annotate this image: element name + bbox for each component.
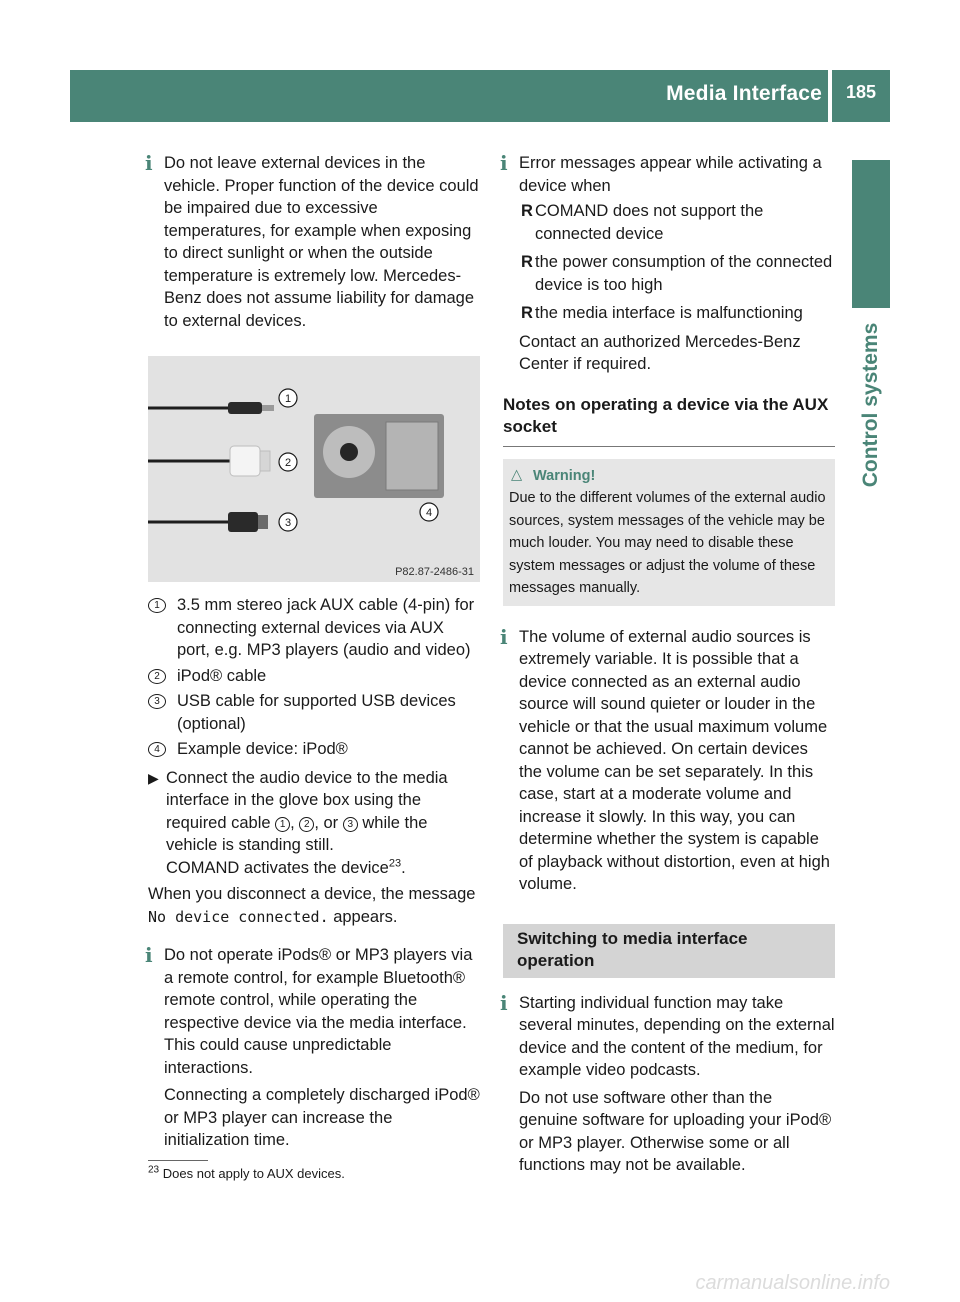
list-item-text: the media interface is malfunctioning (535, 304, 803, 322)
info-text: The volume of external audio sources is extremely variable. It is possible that a device connected as an external audio source will sound quieter or louder in the vehicle or that the usual maximum volume cannot be achieved. On certain devices the volume can be set separately. In this case, start at a moderate volume and increase it slowly. In this way, you can determine whether the system is capable of playback without distortion, even at high volume. (519, 627, 830, 893)
ipod-center-button (340, 443, 358, 461)
list-item-text: COMAND does not support the connected device (535, 202, 764, 243)
step-separator: , or (314, 813, 343, 832)
list-item (519, 302, 835, 325)
display-message: No device connected. (148, 907, 329, 926)
legend-text: Example device: iPod® (177, 740, 348, 758)
bullet-icon: R (521, 202, 533, 220)
callout-1 (279, 389, 297, 407)
legend-item (148, 665, 480, 688)
callout-2 (279, 453, 297, 471)
step-separator: , (290, 813, 300, 832)
right-column (500, 151, 835, 1195)
ipod-screen (386, 422, 438, 490)
inline-callout-2: 2 (299, 817, 314, 832)
warning-title (509, 465, 829, 488)
disconnect-paragraph (148, 883, 480, 928)
inline-callout-1: 1 (275, 817, 290, 832)
cables-illustration (148, 356, 480, 582)
legend-number: 2 (148, 669, 166, 684)
step-result-text: COMAND activates the device (166, 858, 389, 877)
info-note-external-devices (145, 151, 480, 332)
list-item (519, 200, 835, 245)
info-text: Connecting a completely discharged iPod® or MP3 player can increase the initialization time. (164, 1086, 480, 1149)
callout-1-label: 1 (284, 393, 292, 405)
callout-4-label: 4 (425, 507, 433, 519)
callout-2-label: 2 (284, 457, 292, 469)
instruction-step (148, 767, 480, 880)
disconnect-text: When you disconnect a device, the message (148, 885, 476, 903)
legend-text: USB cable for supported USB devices (optional) (177, 692, 456, 733)
list-item (519, 251, 835, 296)
step-text-before: Connect the audio device to the media interface in the glove box using the required cable (166, 768, 448, 832)
figure-legend (148, 594, 480, 761)
footnote-rule (148, 1160, 208, 1161)
jack-plug-tip (262, 405, 274, 411)
figure-reference: P82.87-2486-31 (395, 566, 474, 578)
ipod-plug-tip (260, 451, 270, 471)
callout-3 (279, 513, 297, 531)
info-text: Do not leave external devices in the vehicle. Proper function of the device could be impaired due to excessive temperatures, for example when exposing to direct sunlight or when the outside temperature is extremely low. Mercedes-Benz does not assume liability for damage to external devices. (164, 154, 479, 330)
page-number: 185 (845, 82, 877, 102)
info-note-error-messages (500, 151, 835, 376)
step-arrow-icon: ▶ (148, 769, 159, 786)
ipod-plug-body (230, 446, 260, 476)
legend-text: iPod® cable (177, 666, 267, 685)
side-color-block (852, 160, 890, 308)
info-icon: i (500, 624, 508, 649)
cable-figure (148, 356, 480, 582)
info-note-startup (500, 990, 835, 1177)
step-result-end: . (401, 858, 406, 877)
error-conditions-list (519, 200, 835, 325)
watermark: carmanualsonline.info (695, 1272, 890, 1294)
info-icon: i (145, 151, 153, 175)
info-text: Do not use software other than the genuine software for uploading your iPod® or MP3 player. Otherwise some or all functions may not be available. (519, 1088, 832, 1174)
warning-title-text: Warning! (533, 467, 596, 484)
jack-plug-body (228, 402, 262, 414)
info-icon: i (500, 151, 508, 175)
legend-number: 3 (148, 694, 166, 709)
legend-number: 1 (148, 598, 166, 613)
info-note-remote-control (145, 943, 480, 1152)
step-result (166, 857, 480, 880)
legend-text: 3.5 mm stereo jack AUX cable (4-pin) for connecting external devices via AUX port, e.g. MP3 players (audio and video) (177, 596, 475, 659)
list-item-text: the power consumption of the connected device is too high (535, 253, 833, 294)
callout-4 (420, 503, 438, 521)
legend-item (148, 690, 480, 735)
bullet-icon: R (521, 253, 533, 271)
warning-triangle-icon: △ (511, 466, 523, 483)
legend-number: 4 (148, 742, 166, 757)
inline-callout-3: 3 (343, 817, 358, 832)
usb-plug-tip (258, 515, 268, 529)
step-text-after: while the vehicle is standing still. (166, 813, 428, 854)
page-title: Media Interface (666, 82, 822, 105)
usb-plug-body (228, 512, 258, 532)
warning-text: Due to the different volumes of the external audio sources, system messages of the vehicle may be much louder. You may need to disable these system messages or adjust the volume of these messages manually. (509, 490, 826, 596)
info-text: Error messages appear while activating a device when (519, 154, 822, 195)
legend-item (148, 594, 480, 662)
info-text: Contact an authorized Mercedes-Benz Center if required. (519, 332, 801, 373)
aux-heading: Notes on operating a device via the AUX socket (503, 394, 835, 447)
disconnect-text-end: appears. (328, 907, 398, 926)
footnote (148, 1166, 345, 1181)
info-icon: i (500, 990, 508, 1015)
left-column (145, 151, 480, 1170)
side-tab-label: Control systems (859, 322, 882, 488)
legend-item (148, 738, 480, 761)
footnote-text: Does not apply to AUX devices. (162, 1166, 345, 1181)
info-text: Starting individual function may take several minutes, depending on the external device and the content of the medium, for example video podcasts. (519, 993, 835, 1079)
bullet-icon: R (521, 304, 533, 322)
info-text: Do not operate iPods® or MP3 players via a remote control, for example Bluetooth® remote control, while operating the respective device via the media interface. This could cause unpredictable interactions. (164, 946, 473, 1077)
footnote-ref: 23 (388, 857, 402, 869)
callout-3-label: 3 (284, 517, 292, 529)
info-icon: i (145, 943, 153, 967)
section-heading: Switching to media interface operation (503, 924, 835, 978)
footnote-number: 23 (148, 1164, 160, 1176)
info-note-volume (500, 624, 835, 896)
warning-box (503, 459, 835, 606)
side-tab (852, 315, 890, 495)
